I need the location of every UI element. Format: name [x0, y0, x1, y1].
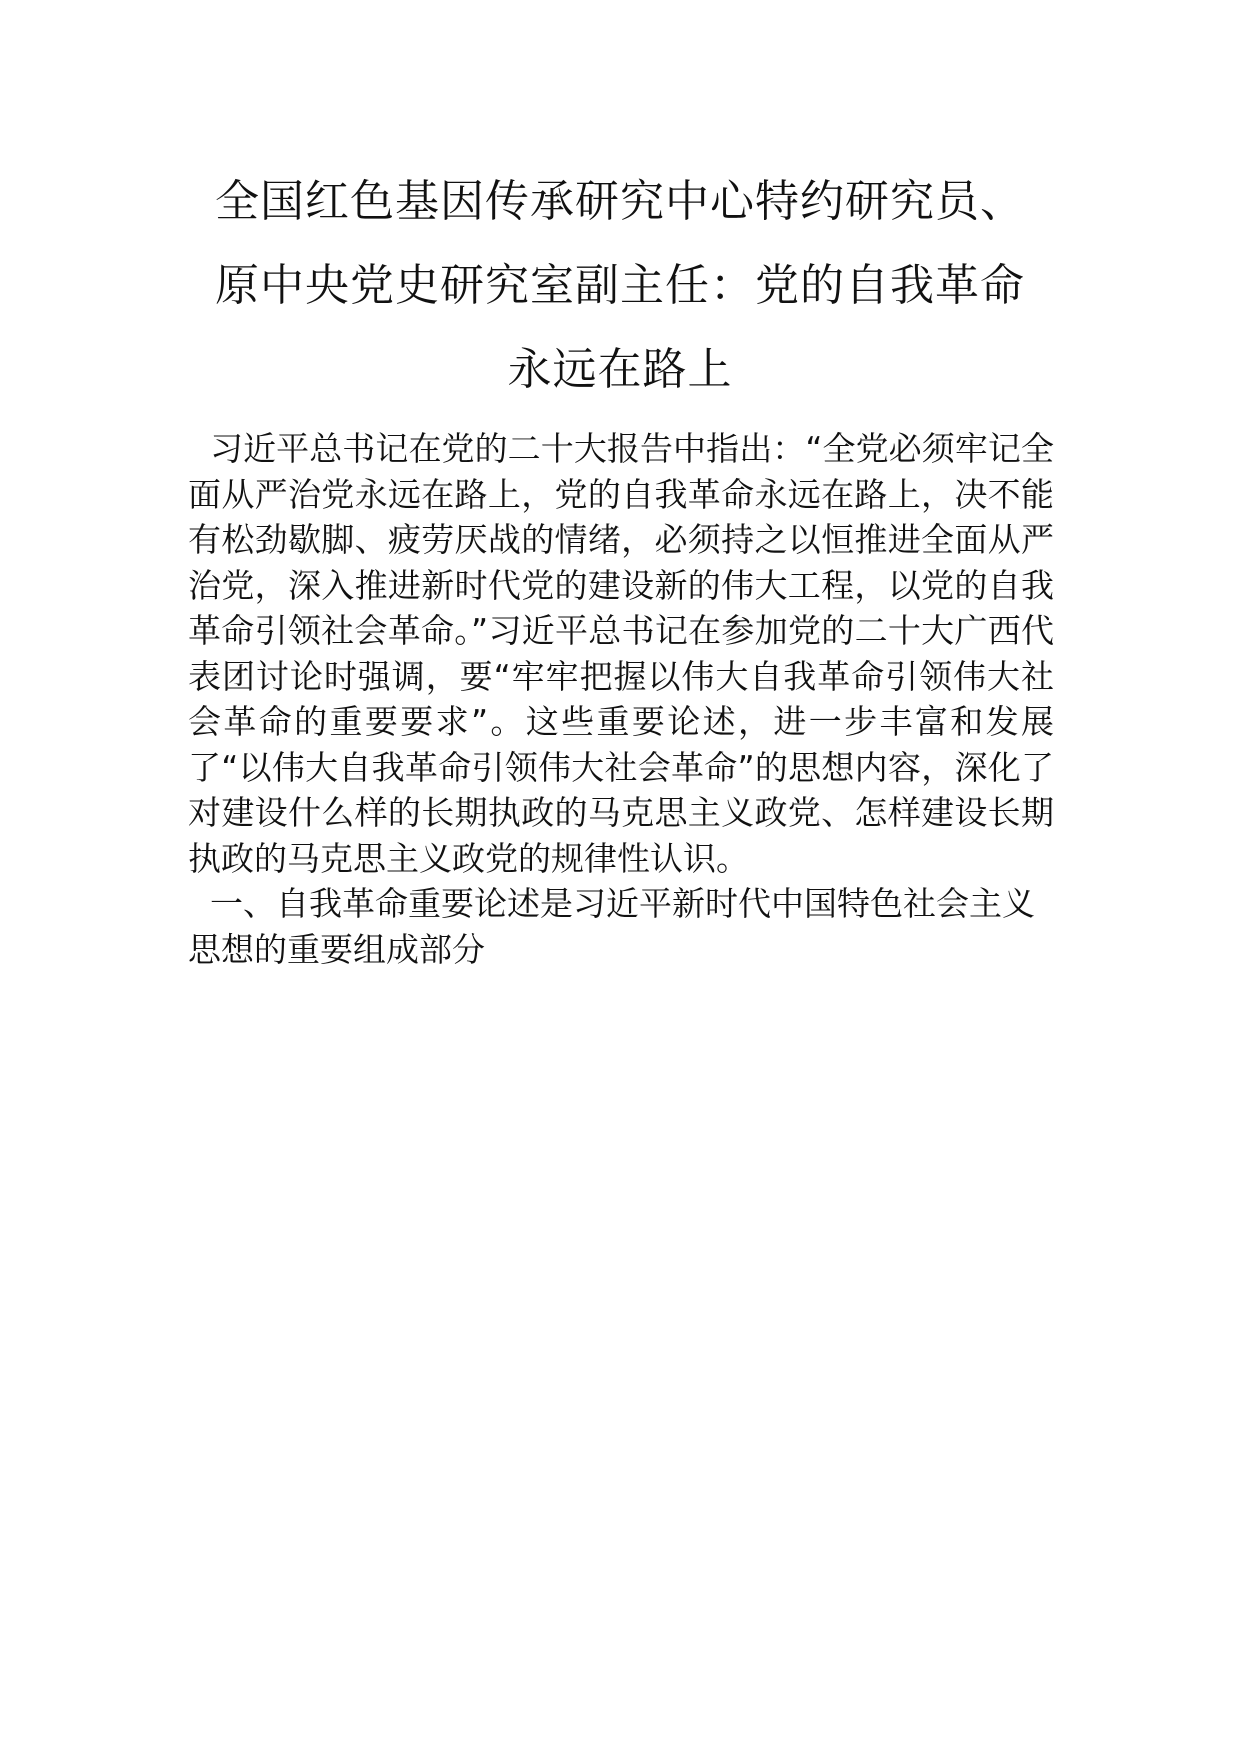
body-paragraph: 习近平总书记在党的二十大报告中指出：“全党必须牢记全面从严治党永远在路上，党的自我革命永远在路上，决不能有松劲歇脚、疲劳厌战的情绪，必须持之以恒推进全面从严治党，深入推进新时代党的建设新的伟大工程，以党的自我革命引领社会革命。”习近平总书记在参加党的二十大广西代表团讨论时强调，要“牢牢把握以伟大自我革命引领伟大社会革命的重要要求”。这些重要论述，进一步丰富和发展了“以伟大自我革命引领伟大社会革命”的思想内容，深化了对建设什么样的长期执政的马克思主义政党、怎样建设长期执政的马克思主义政党的规律性认识。: [188, 429, 1054, 878]
title-line-3: 永远在路上: [507, 344, 733, 395]
section-heading: 一、自我革命重要论述是习近平新时代中国特色社会主义思想的重要组成部分: [188, 884, 1035, 969]
title-line-2: 原中央党史研究室副主任：党的自我革命: [215, 260, 1025, 311]
document-body: [188, 426, 1054, 972]
document-title: [180, 160, 1060, 412]
title-line-1: 全国红色基因传承研究中心特约研究员、: [215, 176, 1025, 227]
